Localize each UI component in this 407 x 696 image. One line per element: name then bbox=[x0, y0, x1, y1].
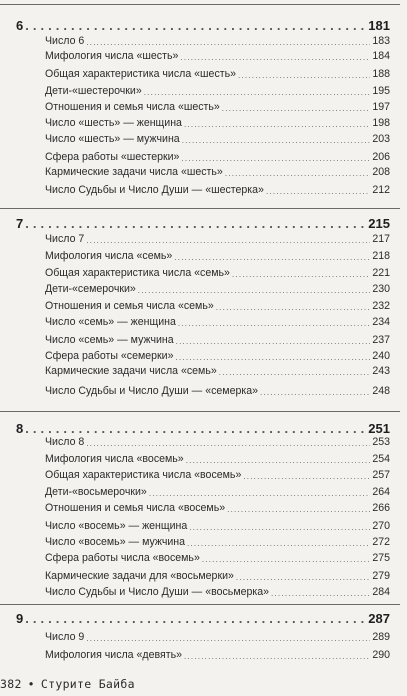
toc-entry[interactable] bbox=[45, 46, 390, 62]
toc-entry[interactable] bbox=[45, 113, 390, 129]
toc-entry[interactable] bbox=[45, 361, 390, 377]
leader-dots bbox=[184, 652, 370, 661]
section-number: 7 bbox=[16, 216, 24, 231]
leader-dots bbox=[219, 368, 371, 377]
toc-entry[interactable] bbox=[45, 627, 390, 643]
toc-entry[interactable] bbox=[45, 330, 390, 346]
leader-dots bbox=[225, 169, 371, 178]
entry-title: Дети-«шестерочки» bbox=[45, 85, 142, 97]
leader-dots bbox=[176, 337, 371, 346]
toc-entry[interactable] bbox=[45, 582, 390, 598]
leader-dots bbox=[184, 120, 370, 129]
toc-entry[interactable] bbox=[45, 449, 390, 465]
toc-entry[interactable] bbox=[45, 381, 390, 397]
entry-page: 240 bbox=[372, 350, 390, 362]
entry-page: 272 bbox=[372, 536, 390, 548]
section-rule bbox=[0, 604, 400, 605]
leader-dots bbox=[222, 104, 371, 113]
toc-entry[interactable] bbox=[45, 246, 390, 262]
leader-dots bbox=[182, 136, 371, 145]
leader-dots bbox=[138, 286, 371, 295]
entry-title: Число 9 bbox=[45, 631, 85, 643]
section-page: 215 bbox=[368, 216, 390, 231]
section-page: 287 bbox=[368, 611, 390, 626]
entry-page: 208 bbox=[372, 166, 390, 178]
entry-title: Число Судьбы и Число Души — «восьмерка» bbox=[45, 586, 270, 598]
entry-title: Отношения и семья числа «восемь» bbox=[45, 502, 226, 514]
section-page: 181 bbox=[368, 18, 390, 33]
entry-title: Число «восемь» — женщина bbox=[45, 520, 188, 532]
leader-dots bbox=[174, 253, 370, 262]
entry-title: Дети-«семерочки» bbox=[45, 283, 136, 295]
section-rule bbox=[0, 4, 400, 5]
entry-title: Число Судьбы и Число Души — «семерка» bbox=[45, 385, 259, 397]
entry-title: Число 7 bbox=[45, 233, 85, 245]
entry-page: 275 bbox=[372, 552, 390, 564]
entry-page: 218 bbox=[372, 250, 390, 262]
leader-dots bbox=[86, 439, 370, 448]
entry-page: 230 bbox=[372, 283, 390, 295]
section-number: 9 bbox=[16, 611, 24, 626]
section-rule bbox=[0, 411, 400, 412]
toc-entry[interactable] bbox=[45, 296, 390, 312]
entry-page: 257 bbox=[372, 469, 390, 481]
entry-page: 197 bbox=[372, 101, 390, 113]
toc-entry[interactable] bbox=[45, 147, 390, 163]
section-rule bbox=[0, 208, 400, 209]
leader-dots bbox=[25, 611, 366, 626]
entry-page: 217 bbox=[372, 233, 390, 245]
entry-page: 243 bbox=[372, 365, 390, 377]
entry-page: 206 bbox=[372, 151, 390, 163]
toc-entry[interactable] bbox=[45, 81, 390, 97]
leader-dots bbox=[232, 270, 370, 279]
entry-title: Число «семь» — женщина bbox=[45, 316, 176, 328]
entry-title: Число 6 bbox=[45, 35, 85, 47]
toc-entry[interactable] bbox=[45, 64, 390, 80]
entry-page: 221 bbox=[372, 267, 390, 279]
leader-dots bbox=[86, 634, 370, 643]
entry-page: 254 bbox=[372, 453, 390, 465]
entry-page: 279 bbox=[372, 570, 390, 582]
entry-page: 183 bbox=[372, 35, 390, 47]
page-footer bbox=[0, 677, 135, 693]
toc-entry[interactable] bbox=[45, 548, 390, 564]
leader-dots bbox=[178, 319, 370, 328]
entry-page: 234 bbox=[372, 316, 390, 328]
entry-title: Сфера работы «шестерки» bbox=[45, 151, 180, 163]
entry-page: 237 bbox=[372, 334, 390, 346]
toc-entry[interactable] bbox=[45, 432, 390, 448]
leader-dots bbox=[144, 88, 371, 97]
entry-title: Число «шесть» — мужчина bbox=[45, 133, 180, 145]
entry-title: Сфера работы числа «восемь» bbox=[45, 552, 200, 564]
leader-dots bbox=[186, 456, 371, 465]
leader-dots bbox=[227, 505, 370, 514]
entry-title: Мифология числа «шесть» bbox=[45, 50, 179, 62]
entry-title: Кармические задачи для «восьмерки» bbox=[45, 570, 234, 582]
toc-entry[interactable] bbox=[45, 482, 390, 498]
leader-dots bbox=[149, 489, 371, 498]
entry-page: 289 bbox=[372, 631, 390, 643]
entry-title: Отношения и семья числа «семь» bbox=[45, 300, 214, 312]
leader-dots bbox=[180, 53, 370, 62]
entry-title: Мифология числа «семь» bbox=[45, 250, 173, 262]
entry-page: 266 bbox=[372, 502, 390, 514]
leader-dots bbox=[216, 303, 371, 312]
toc-entry[interactable] bbox=[45, 162, 390, 178]
entry-page: 232 bbox=[372, 300, 390, 312]
leader-dots bbox=[236, 573, 370, 582]
leader-dots bbox=[243, 472, 370, 481]
entry-title: Общая характеристика числа «шесть» bbox=[45, 68, 236, 80]
entry-page: 184 bbox=[372, 50, 390, 62]
entry-page: 290 bbox=[372, 649, 390, 661]
entry-title: Число «шесть» — женщина bbox=[45, 117, 182, 129]
toc-entry[interactable] bbox=[45, 312, 390, 328]
leader-dots bbox=[271, 589, 370, 598]
entry-page: 284 bbox=[372, 586, 390, 598]
entry-title: Дети-«восьмерочки» bbox=[45, 486, 147, 498]
section-number: 8 bbox=[16, 421, 24, 436]
page-number: 382 bbox=[0, 677, 22, 691]
toc-entry[interactable] bbox=[45, 532, 390, 548]
leader-dots bbox=[238, 71, 370, 80]
leader-dots bbox=[266, 187, 370, 196]
entry-title: Число Судьбы и Число Души — «шестерка» bbox=[45, 184, 264, 196]
entry-page: 195 bbox=[372, 85, 390, 97]
entry-title: Мифология числа «девять» bbox=[45, 649, 182, 661]
toc-entry[interactable] bbox=[45, 263, 390, 279]
toc-entry[interactable] bbox=[45, 516, 390, 532]
entry-title: Сфера работы «семерки» bbox=[45, 350, 174, 362]
toc-entry[interactable] bbox=[45, 498, 390, 514]
author-name: Стурите Байба bbox=[40, 677, 135, 691]
toc-entry[interactable] bbox=[45, 346, 390, 362]
entry-page: 203 bbox=[372, 133, 390, 145]
entry-title: Отношения и семья числа «шесть» bbox=[45, 101, 220, 113]
section-number: 6 bbox=[16, 18, 24, 33]
toc-entry[interactable] bbox=[45, 31, 390, 47]
leader-dots bbox=[202, 555, 370, 564]
leader-dots bbox=[189, 523, 370, 532]
entry-title: Число 8 bbox=[45, 436, 85, 448]
section-page: 251 bbox=[368, 421, 390, 436]
entry-title: Общая характеристика числа «семь» bbox=[45, 267, 230, 279]
entry-page: 253 bbox=[372, 436, 390, 448]
toc-entry[interactable] bbox=[45, 279, 390, 295]
entry-title: Общая характеристика числа «восемь» bbox=[45, 469, 242, 481]
entry-title: Кармические задачи числа «семь» bbox=[45, 365, 217, 377]
entry-page: 264 bbox=[372, 486, 390, 498]
entry-page: 248 bbox=[372, 385, 390, 397]
leader-dots bbox=[86, 236, 370, 245]
entry-title: Число «семь» — мужчина bbox=[45, 334, 174, 346]
toc-entry[interactable] bbox=[45, 645, 390, 661]
entry-page: 188 bbox=[372, 68, 390, 80]
toc-entry[interactable] bbox=[45, 566, 390, 582]
entry-page: 198 bbox=[372, 117, 390, 129]
toc-entry[interactable] bbox=[45, 229, 390, 245]
toc-entry[interactable] bbox=[45, 97, 390, 113]
toc-entry[interactable] bbox=[45, 465, 390, 481]
leader-dots bbox=[260, 388, 370, 397]
entry-page: 212 bbox=[372, 184, 390, 196]
toc-entry[interactable] bbox=[45, 129, 390, 145]
entry-title: Кармические задачи числа «шесть» bbox=[45, 166, 223, 178]
leader-dots bbox=[187, 539, 370, 548]
toc-entry[interactable] bbox=[45, 180, 390, 196]
entry-page: 270 bbox=[372, 520, 390, 532]
toc-section-9[interactable] bbox=[16, 610, 390, 626]
entry-title: Число «восемь» — мужчина bbox=[45, 536, 186, 548]
bullet-separator: • bbox=[27, 677, 35, 691]
entry-title: Мифология числа «восемь» bbox=[45, 453, 184, 465]
